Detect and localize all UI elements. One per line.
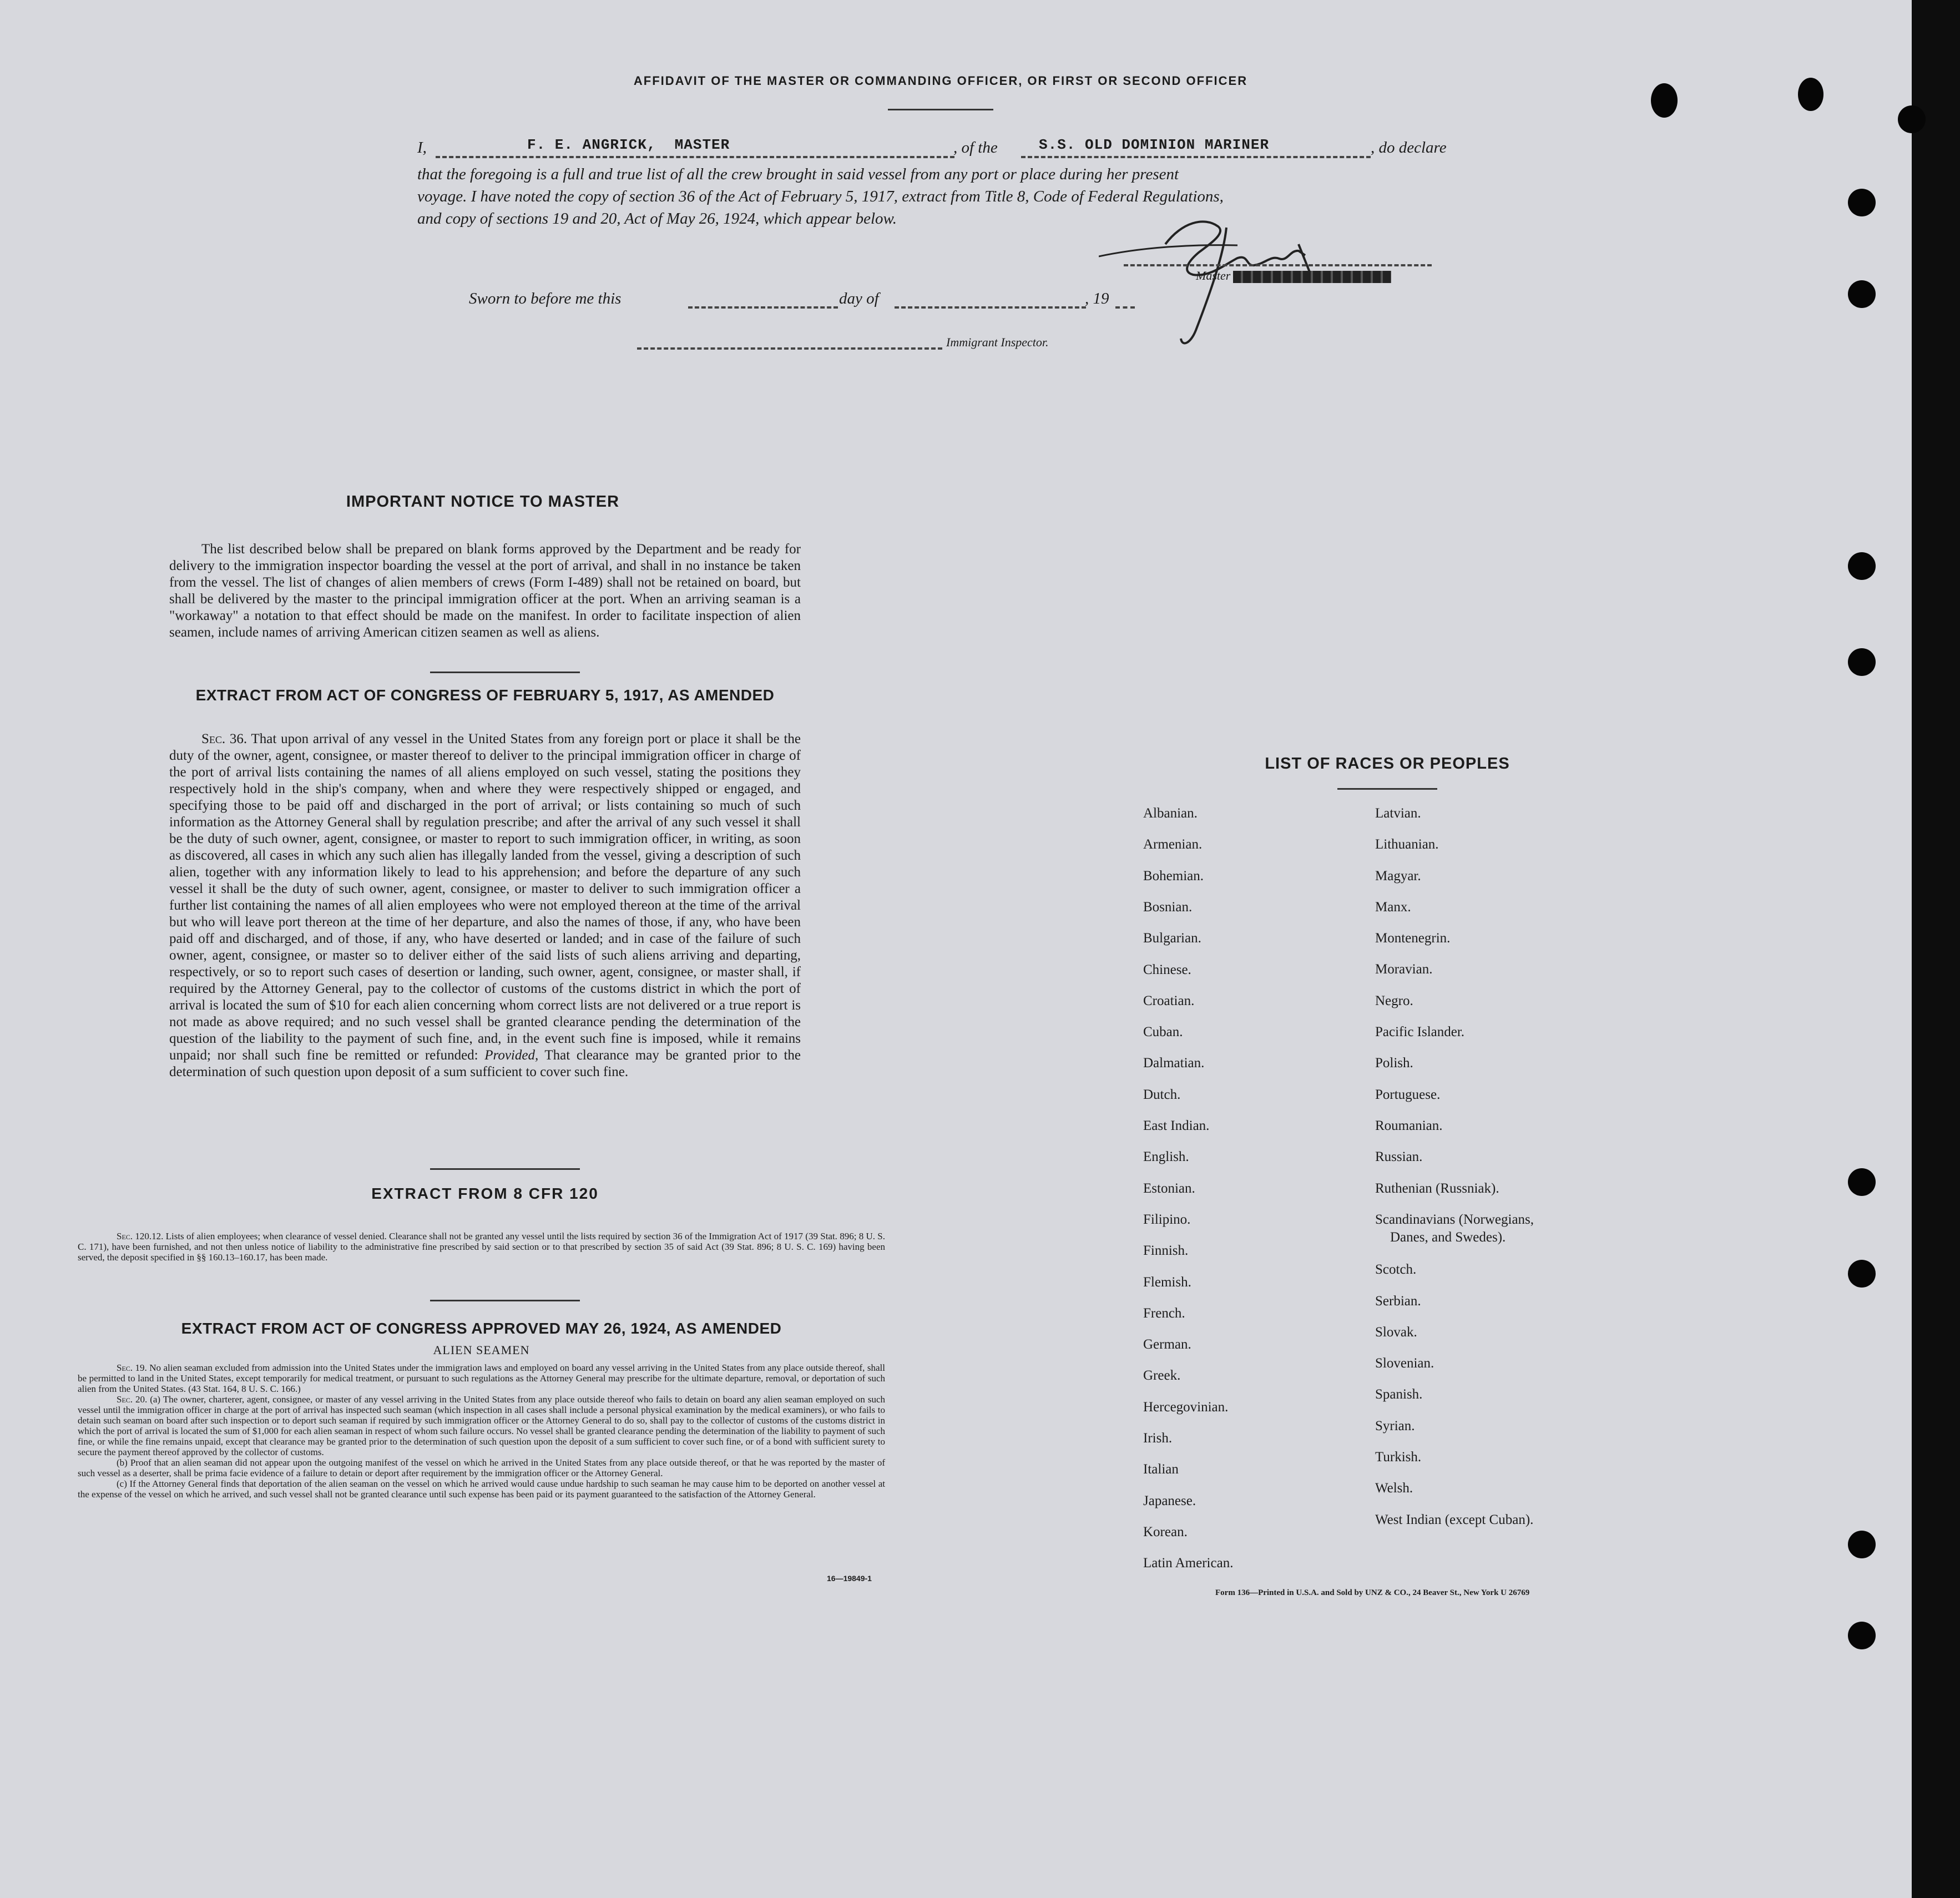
inspector-signature-line xyxy=(637,347,942,350)
race-item: Bohemian. xyxy=(1143,869,1204,884)
punch-hole xyxy=(1651,83,1678,118)
race-item: Lithuanian. xyxy=(1375,837,1439,852)
affidavit-line-1: that the foregoing is a full and true list of all the crew brought in said vessel from any port or place during her present xyxy=(417,165,1179,183)
affidavit-line-2: voyage. I have noted the copy of section 36 of the Act of February 5, 1917, extract from Title 8, Code of Federal Regulations, xyxy=(417,188,1224,205)
punch-hole xyxy=(1848,552,1876,580)
vessel-name-field: S.S. OLD DOMINION MARINER xyxy=(1039,137,1270,153)
race-item: Latin American. xyxy=(1143,1556,1234,1571)
race-item: Negro. xyxy=(1375,993,1413,1008)
race-item: Moravian. xyxy=(1375,962,1433,977)
race-item: Bulgarian. xyxy=(1143,931,1201,946)
race-item: Korean. xyxy=(1143,1525,1188,1539)
race-item: Cuban. xyxy=(1143,1024,1183,1039)
extract-1917-title: EXTRACT FROM ACT OF CONGRESS OF FEBRUARY 5, 1917, AS AMENDED xyxy=(195,686,775,704)
sworn-month-line xyxy=(895,306,1086,309)
race-item: Albanian. xyxy=(1143,806,1198,821)
punch-hole xyxy=(1848,280,1876,308)
affidavit-i-label: I, xyxy=(417,139,427,157)
punch-hole xyxy=(1798,78,1823,111)
race-item: Irish. xyxy=(1143,1431,1173,1446)
race-item: Polish. xyxy=(1375,1056,1413,1071)
sec-120-body: Lists of alien employees; when clearance of vessel denied. Clearance shall not be granted any vessel until the lists required by section 36 of the Immigration Act of 1917 (39 Stat. 896; 8 U. S. C. 171), have been furnished, and not then unless notice of liability to the administrative fine prescribed by said section or to that prescribed by section 35 of said Act (39 Stat. 896; 8 U. S. C. 169) having been served, the deposit specified in §§ 160.13–160.17, has been made. xyxy=(78,1231,885,1263)
race-item: East Indian. xyxy=(1143,1118,1210,1133)
race-item: Manx. xyxy=(1375,900,1411,915)
sec-19-paragraph xyxy=(78,1362,885,1394)
race-item: Italian xyxy=(1143,1462,1179,1477)
sworn-day-line xyxy=(688,306,838,309)
race-item: Slovak. xyxy=(1375,1325,1417,1340)
race-item: Croatian. xyxy=(1143,993,1195,1008)
sec-120-label: Sec. 120.12. xyxy=(117,1231,164,1241)
race-item: Ruthenian (Russniak). xyxy=(1375,1181,1499,1196)
punch-hole xyxy=(1848,189,1876,216)
sworn-label: Sworn to before me this xyxy=(469,290,622,307)
extract-cfr-divider xyxy=(430,1300,580,1301)
race-item: Dalmatian. xyxy=(1143,1056,1205,1071)
race-item: Flemish. xyxy=(1143,1275,1191,1290)
race-item: Spanish. xyxy=(1375,1387,1423,1402)
extract-1917-text xyxy=(169,731,801,1081)
race-item: Montenegrin. xyxy=(1375,931,1451,946)
race-item: Roumanian. xyxy=(1375,1118,1443,1133)
sec-36-body: That upon arrival of any vessel in the United States from any foreign port or place it shall be the duty of the owner, agent, consignee, or master thereof to deliver to the principal immigration officer in charge of the port of arrival lists containing the names of all aliens employed on such vessel, stating the positions they respectively hold in the ship's company, when and where they were respectively shipped or engaged, and specifying those to be paid off and discharged in the port of arrival; or lists containing so much of such information as the Attorney General shall by regulation prescribe; and after the arrival of any such vessel it shall be the duty of such owner, agent, consignee, or master to report to such immigration officer, in writing, as soon as discovered, all cases in which any such alien has illegally landed from the vessel, giving a description of such alien, together with any information likely to lead to his apprehension; and before the departure of any such vessel it shall be the duty of such owner, agent, consignee, or master to deliver to such immigration officer a further list containing the names of all alien employees who were not employed thereon at the time of the arrival but who will leave port thereon at the time of her departure, and also the names of those, if any, who have been paid off and discharged, and of those, if any, who have deserted or landed; and in case of the failure of such owner, agent, consignee, or master so to deliver either of the said lists of such aliens arriving and departing, respectively, or so to report such cases of desertion or landing, such owner, agent, consignee, or master shall, if required by the Attorney General, pay to the collector of customs of the customs district in which the port of arrival is located the sum of $10 for each alien concerning whom correct lists are not delivered or a true report is not made as above required; and no such vessel shall be granted clearance pending the determination of the question of the liability to the payment of such fine, and, in the event such fine is imposed, while it remains unpaid; nor shall such fine be remitted or refunded: xyxy=(169,731,801,1063)
master-name-field: F. E. ANGRICK, MASTER xyxy=(527,137,730,153)
vessel-name-line xyxy=(1021,156,1371,158)
punch-hole xyxy=(1898,105,1926,133)
race-item: Scotch. xyxy=(1375,1262,1417,1277)
race-item: Latvian. xyxy=(1375,806,1421,821)
races-title: LIST OF RACES OR PEOPLES xyxy=(1265,755,1510,773)
inspector-label: Immigrant Inspector. xyxy=(946,335,1049,349)
sec-20b-paragraph: (b) Proof that an alien seaman did not appear upon the outgoing manifest of the vessel on which he arrived in the United States from any place outside thereof, or that he was reported by the master of such vessel as a deserter, shall be prima facie evidence of a failure to detain or deport after requirement by the immigration officer or the Attorney General. xyxy=(78,1457,885,1478)
extract-cfr-text xyxy=(78,1231,885,1263)
punch-hole xyxy=(1848,1622,1876,1649)
master-label: Master xyxy=(1196,269,1231,282)
race-item: Magyar. xyxy=(1375,869,1421,884)
title-underline xyxy=(888,109,993,110)
provided-label: Provided, xyxy=(484,1048,539,1063)
punch-hole xyxy=(1848,1260,1876,1288)
race-item: Serbian. xyxy=(1375,1294,1421,1309)
alien-seamen-subtitle: ALIEN SEAMEN xyxy=(433,1343,530,1357)
notice-divider xyxy=(430,672,580,673)
race-item: Chinese. xyxy=(1143,962,1191,977)
sec-20a-body: (a) The owner, charterer, agent, consignee, or master of any vessel arriving in the United States from any place outside thereof who fails to detain on board any alien seaman employed on such vessel until the immigration officer in charge at the port of arrival has inspected such seaman (which inspection in all cases shall include a personal physical examination by the medical examiners), or who fails to detain such seaman on board after such inspection or to deport such seaman if required by such immigration officer or the Attorney General to do so, shall pay to the collector of customs of the customs district in which the port of arrival is located the sum of $1,000 for each alien seaman in respect of whom such failure occurs. No vessel shall be granted clearance pending the determination of the liability to payment of such fine, or while the fine remains unpaid, except that clearance may be granted prior to the determination of such question upon the deposit of a sum sufficient to cover such fine, or of a bond with sufficient surety to secure the payment thereof approved by the collector of customs. xyxy=(78,1394,885,1457)
form-note: Form 136—Printed in U.S.A. and Sold by UNZ & CO., 24 Beaver St., New York U 26769 xyxy=(1215,1588,1530,1597)
race-item: English. xyxy=(1143,1149,1189,1164)
extract-1924-text xyxy=(78,1362,885,1500)
do-declare-label: , do declare xyxy=(1371,139,1447,157)
race-item: Pacific Islander. xyxy=(1375,1024,1465,1039)
race-item: German. xyxy=(1143,1337,1191,1352)
sec-20c-paragraph: (c) If the Attorney General finds that deportation of the alien seaman on the vessel on which he arrived would cause undue hardship to such seaman he may cause him to be deported on another vessel at the expense of the vessel on which he arrived, and such vessel shall not be granted clearance until such expense has been paid or its payment guaranteed to the satisfaction of the Attorney General. xyxy=(78,1478,885,1500)
extract-1924-title: EXTRACT FROM ACT OF CONGRESS APPROVED MAY 26, 1924, AS AMENDED xyxy=(181,1320,782,1337)
sec-20-label: Sec. 20. xyxy=(117,1394,148,1405)
sec-20a-paragraph xyxy=(78,1394,885,1457)
sec-19-label: Sec. 19. xyxy=(117,1362,147,1373)
race-item: Greek. xyxy=(1143,1368,1181,1383)
race-item: Turkish. xyxy=(1375,1450,1422,1465)
race-item: West Indian (except Cuban). xyxy=(1375,1512,1534,1527)
punch-hole xyxy=(1848,1168,1876,1196)
sec-36-label: Sec. 36. xyxy=(201,731,247,746)
day-of-label: day of xyxy=(839,290,879,307)
notice-text xyxy=(169,541,801,641)
race-item: Finnish. xyxy=(1143,1243,1189,1258)
race-item: Syrian. xyxy=(1375,1419,1415,1433)
race-item: Russian. xyxy=(1375,1149,1423,1164)
race-item: Estonian. xyxy=(1143,1181,1195,1196)
year-label: , 19 xyxy=(1085,290,1109,307)
master-name-line xyxy=(436,156,954,158)
punch-hole xyxy=(1848,648,1876,676)
race-item: Slovenian. xyxy=(1375,1356,1434,1371)
master-signature-line xyxy=(1124,264,1432,266)
race-item: Welsh. xyxy=(1375,1481,1413,1496)
race-item: Hercegovinian. xyxy=(1143,1400,1229,1415)
race-item: Dutch. xyxy=(1143,1087,1181,1102)
punch-hole xyxy=(1848,1531,1876,1558)
notice-text-body: The list described below shall be prepared on blank forms approved by the Department and be ready for delivery to the immigration inspector boarding the vessel at the port of arrival, and shall in no instance be taken from the vessel. The list of changes of alien members of crews (Form I-489) shall not be retained on board, but shall be delivered by the master to the principal immigration officer at the port. When an arriving seaman is a "workaway" a notation to that effect should be made on the manifest. In order to facilitate inspection of alien seamen, include names of arriving American citizen seamen as well as aliens. xyxy=(169,542,801,640)
races-title-underline xyxy=(1337,788,1437,790)
sec-36-body-end: That clearance may be granted prior to the determination of such question upon deposit of a sum sufficient to cover such fine. xyxy=(169,1048,801,1079)
race-item: French. xyxy=(1143,1306,1185,1321)
race-item: Japanese. xyxy=(1143,1493,1196,1508)
race-item: Bosnian. xyxy=(1143,900,1193,915)
race-item: Portuguese. xyxy=(1375,1087,1441,1102)
race-item: Armenian. xyxy=(1143,837,1203,852)
notice-title: IMPORTANT NOTICE TO MASTER xyxy=(346,493,620,511)
race-item: Danes, and Swedes). xyxy=(1390,1230,1506,1245)
print-code: 16—19849-1 xyxy=(827,1574,872,1583)
extract-cfr-title: EXTRACT FROM 8 CFR 120 xyxy=(371,1185,599,1202)
affidavit-line-3: and copy of sections 19 and 20, Act of May 26, 1924, which appear below. xyxy=(417,210,897,228)
struck-title-text xyxy=(1233,271,1391,283)
extract-1917-divider xyxy=(430,1168,580,1170)
affidavit-title: AFFIDAVIT OF THE MASTER OR COMMANDING OFFICER, OR FIRST OR SECOND OFFICER xyxy=(633,74,1248,88)
race-item: Filipino. xyxy=(1143,1212,1191,1227)
race-item: Scandinavians (Norwegians, xyxy=(1375,1212,1534,1227)
sworn-year-line xyxy=(1115,306,1135,309)
of-the-label: , of the xyxy=(953,139,998,157)
sec-19-body: No alien seaman excluded from admission into the United States under the immigration laws and employed on board any vessel arriving in the United States from any place outside thereof, shall be permitted to land in the United States, except temporarily for medical treatment, or pursuant to such regulations as the Attorney General may prescribe for the ultimate departure, removal, or deportation of such alien from the United States. (43 Stat. 164, 8 U. S. C. 166.) xyxy=(78,1362,885,1394)
